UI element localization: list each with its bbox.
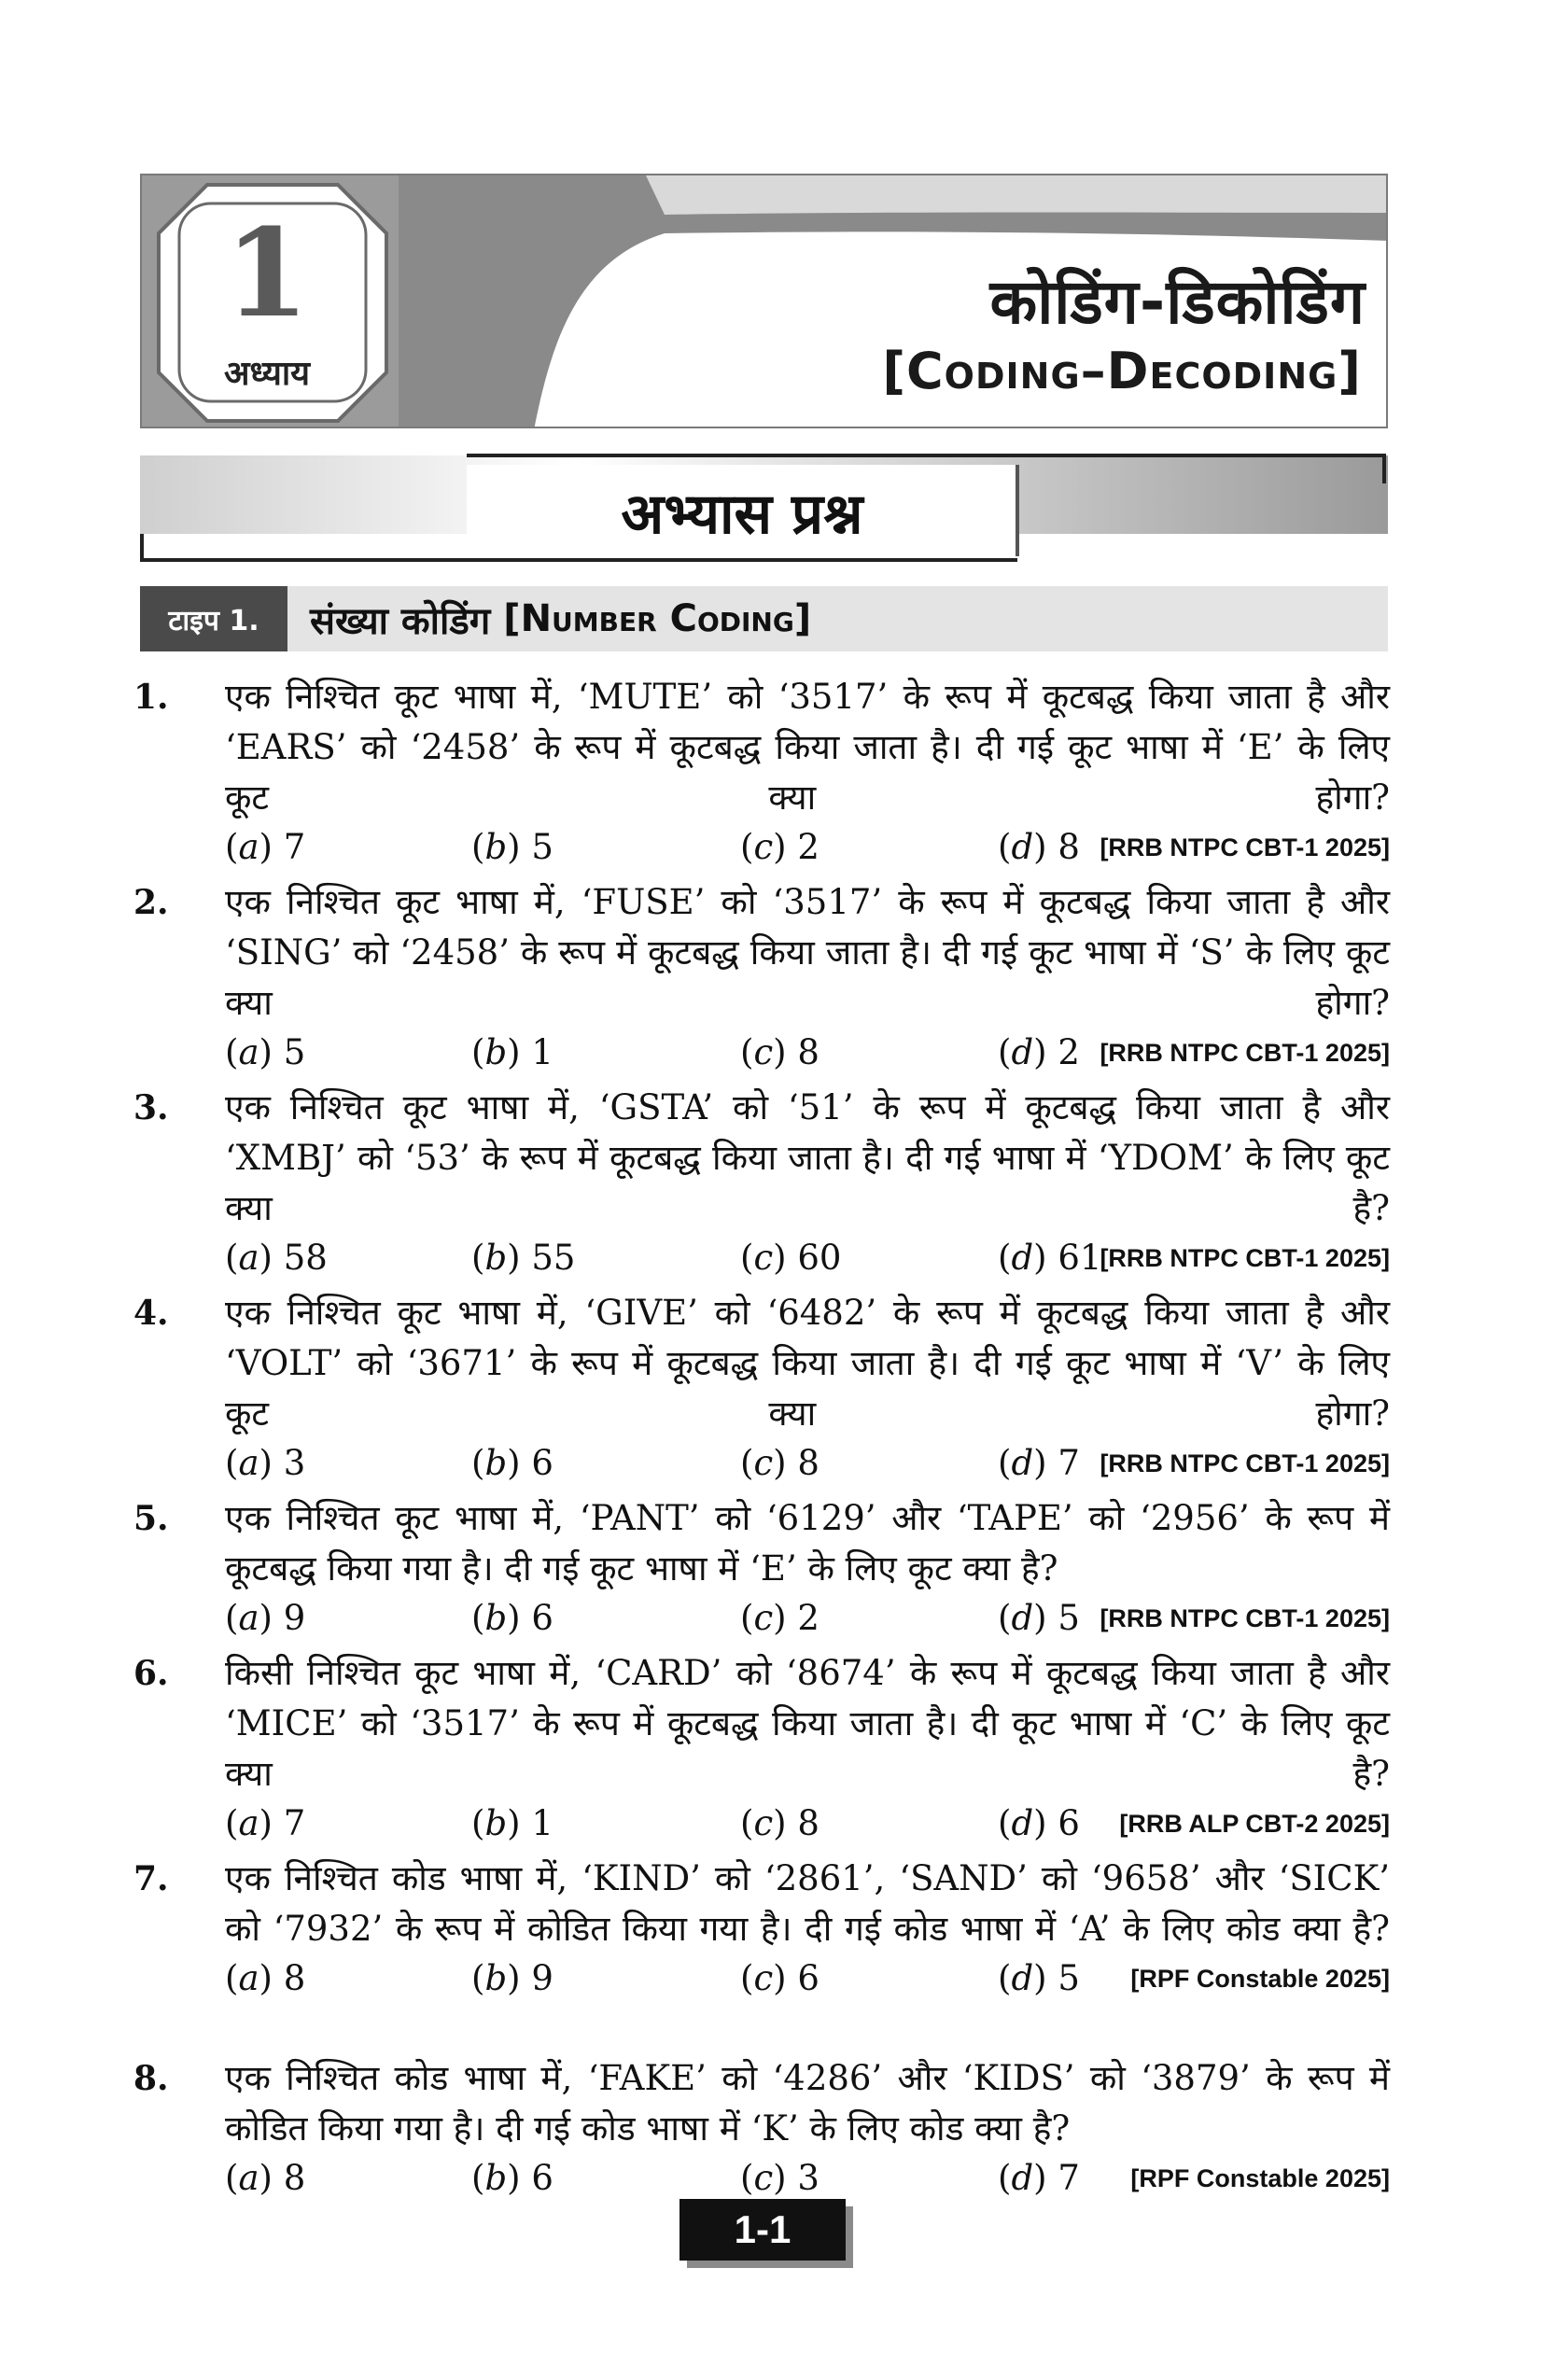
question-number: 2. — [133, 883, 169, 922]
exam-source: [RRB ALP CBT-2 2025] — [1119, 1810, 1390, 1838]
option-c: (c) 8 — [740, 1803, 820, 1843]
option-d: (d) 5 — [998, 1598, 1080, 1638]
question-number: 8. — [133, 2059, 169, 2098]
page-number: 1-1 — [679, 2199, 846, 2261]
option-c: (c) 60 — [740, 1238, 842, 1278]
options-row — [225, 823, 1390, 872]
option-c: (c) 2 — [740, 1598, 820, 1638]
option-b: (b) 55 — [471, 1238, 576, 1278]
chapter-title-hindi: कोडिंग-डिकोडिंग — [989, 266, 1366, 338]
options-row — [225, 2154, 1390, 2203]
question — [133, 1083, 1390, 1282]
option-d: (d) 6 — [998, 1803, 1080, 1843]
option-d: (d) 5 — [998, 1958, 1080, 1998]
question-number: 5. — [133, 1499, 169, 1538]
option-a: (a) 7 — [225, 1803, 306, 1843]
chapter-badge — [159, 192, 375, 409]
option-a: (a) 58 — [225, 1238, 328, 1278]
question — [133, 1648, 1390, 1848]
option-b: (b) 6 — [471, 1443, 553, 1483]
option-d: (d) 7 — [998, 2158, 1080, 2198]
options-row — [225, 1954, 1390, 2003]
option-a: (a) 9 — [225, 1598, 306, 1638]
chapter-number: 1 — [224, 202, 310, 344]
options-row — [225, 1594, 1390, 1643]
question — [133, 1854, 1390, 2003]
question-text: एक निश्चित कूट भाषा में, ‘MUTE’ को ‘3517’ के रूप में कूटबद्ध किया जाता है और ‘EARS’ को ‘2458’ के रूप में कूटबद्ध किया जाता है। दी गई कूट भाषा में ‘E’ के लिए कूट क्या होगा? — [225, 677, 1390, 818]
question-number: 6. — [133, 1654, 169, 1693]
question-text: किसी निश्चित कूट भाषा में, ‘CARD’ को ‘8674’ के रूप में कूटबद्ध किया जाता है और ‘MICE’ को ‘3517’ के रूप में कूटबद्ध किया जाता है। दी कूट भाषा में ‘C’ के लिए कूट क्या है? — [225, 1653, 1390, 1794]
options-row — [225, 1234, 1390, 1282]
type-label: टाइप 1. — [140, 586, 287, 651]
option-d: (d) 7 — [998, 1443, 1080, 1483]
type-title-hindi: संख्या कोडिंग — [310, 599, 491, 643]
option-a: (a) 5 — [225, 1032, 306, 1072]
chapter-header — [140, 174, 1388, 428]
option-a: (a) 8 — [225, 2158, 306, 2198]
question-text: एक निश्चित कूट भाषा में, ‘PANT’ को ‘6129’ और ‘TAPE’ को ‘2956’ के रूप में कूटबद्ध किया गया है। दी गई कूट भाषा में ‘E’ के लिए कूट क्या है? — [225, 1498, 1390, 1589]
option-c: (c) 8 — [740, 1032, 820, 1072]
option-a: (a) 3 — [225, 1443, 306, 1483]
option-a: (a) 7 — [225, 827, 306, 867]
chapter-title-english: [Coding–Decoding] — [882, 342, 1362, 400]
exam-source: [RRB NTPC CBT-1 2025] — [1100, 1604, 1390, 1632]
option-c: (c) 3 — [740, 2158, 820, 2198]
question-text: एक निश्चित कूट भाषा में, ‘FUSE’ को ‘3517’ के रूप में कूटबद्ध किया जाता है और ‘SING’ को ‘2458’ के रूप में कूटबद्ध किया जाता है। दी गई कूट भाषा में ‘S’ के लिए कूट क्या होगा? — [225, 882, 1390, 1023]
chapter-label: अध्याय — [223, 355, 311, 393]
exam-source: [RPF Constable 2025] — [1130, 1965, 1390, 1993]
exam-source: [RPF Constable 2025] — [1130, 2164, 1390, 2192]
exam-source: [RRB NTPC CBT-1 2025] — [1100, 1449, 1390, 1477]
question-number: 4. — [133, 1294, 169, 1333]
option-b: (b) 6 — [471, 1598, 553, 1638]
option-a: (a) 8 — [225, 1958, 306, 1998]
option-c: (c) 6 — [740, 1958, 820, 1998]
option-d: (d) 2 — [998, 1032, 1080, 1072]
exam-source: [RRB NTPC CBT-1 2025] — [1100, 1039, 1390, 1067]
option-b: (b) 1 — [471, 1803, 553, 1843]
question-text: एक निश्चित कूट भाषा में, ‘GIVE’ को ‘6482’ के रूप में कूटबद्ध किया जाता है और ‘VOLT’ को ‘3671’ के रूप में कूटबद्ध किया जाता है। दी गई कूट भाषा में ‘V’ के लिए कूट क्या होगा? — [225, 1293, 1390, 1434]
question — [133, 877, 1390, 1077]
options-row — [225, 1799, 1390, 1848]
question-number: 3. — [133, 1088, 169, 1127]
option-b: (b) 9 — [471, 1958, 553, 1998]
option-d: (d) 8 — [998, 827, 1080, 867]
question-text: एक निश्चित कोड भाषा में, ‘FAKE’ को ‘4286’ और ‘KIDS’ को ‘3879’ के रूप में कोडित किया गया है। दी गई कोड भाषा में ‘K’ के लिए कोड क्या है? — [225, 2058, 1390, 2149]
option-b: (b) 1 — [471, 1032, 553, 1072]
practice-title: अभ्यास प्रश्न — [621, 482, 863, 547]
option-c: (c) 2 — [740, 827, 820, 867]
question-text: एक निश्चित कूट भाषा में, ‘GSTA’ को ‘51’ के रूप में कूटबद्ध किया जाता है और ‘XMBJ’ को ‘53’ के रूप में कूटबद्ध किया जाता है। दी गई भाषा में ‘YDOM’ के लिए कूट क्या है? — [225, 1087, 1390, 1228]
question — [133, 1288, 1390, 1488]
options-row — [225, 1029, 1390, 1077]
question — [133, 1493, 1390, 1643]
exam-source: [RRB NTPC CBT-1 2025] — [1100, 1244, 1390, 1272]
question-text: एक निश्चित कोड भाषा में, ‘KIND’ को ‘2861’, ‘SAND’ को ‘9658’ और ‘SICK’ को ‘7932’ के रूप में कोडित किया गया है। दी गई कोड भाषा में ‘A’ के लिए कोड क्या है? — [225, 1858, 1390, 1949]
option-c: (c) 8 — [740, 1443, 820, 1483]
exam-source: [RRB NTPC CBT-1 2025] — [1100, 833, 1390, 861]
options-row — [225, 1439, 1390, 1488]
question — [133, 672, 1390, 872]
type-header — [140, 586, 1388, 651]
option-b: (b) 6 — [471, 2158, 553, 2198]
question-number: 1. — [133, 678, 169, 717]
question — [133, 2053, 1390, 2203]
question-number: 7. — [133, 1859, 169, 1898]
type-title — [310, 586, 811, 651]
option-b: (b) 5 — [471, 827, 553, 867]
type-title-english: [Number Coding] — [503, 597, 812, 640]
option-d: (d) 61 — [998, 1238, 1102, 1278]
